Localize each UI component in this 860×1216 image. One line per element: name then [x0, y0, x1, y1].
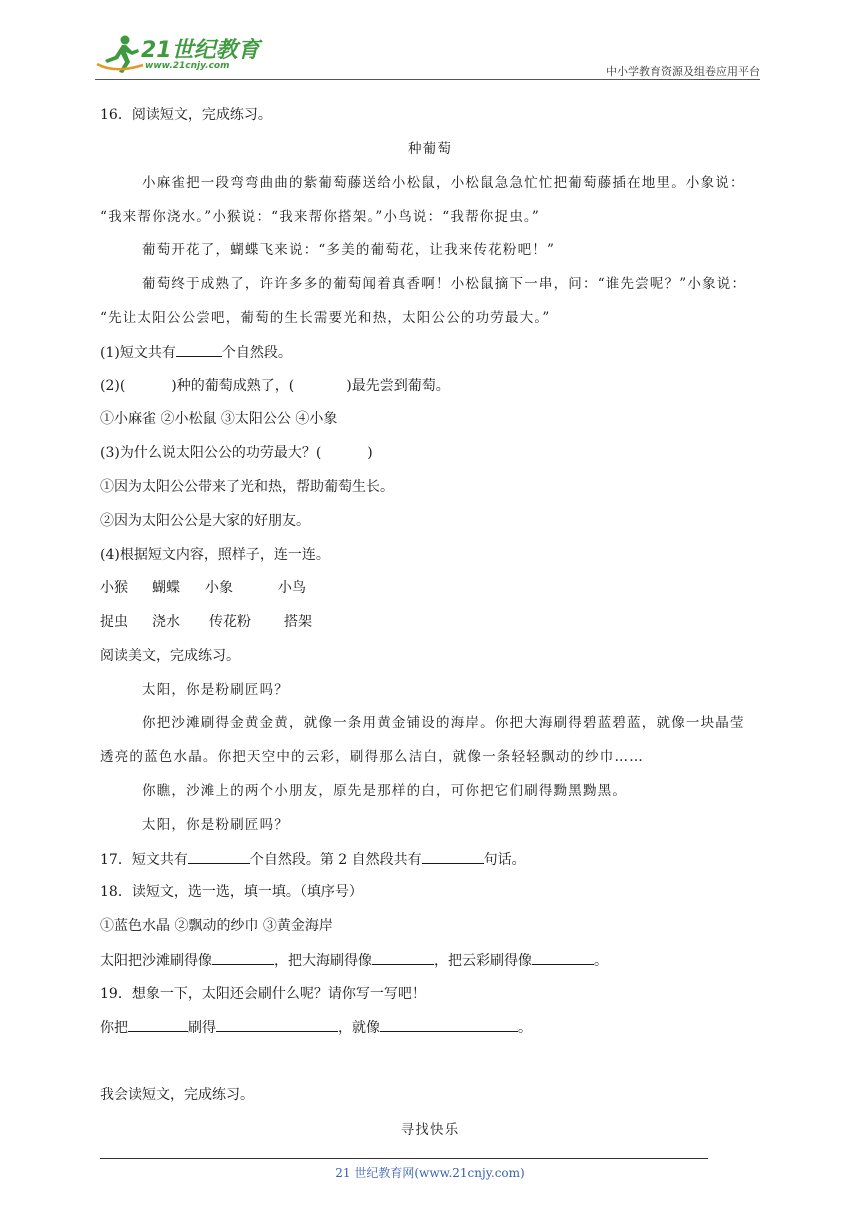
q18-blank-3[interactable]	[532, 950, 594, 965]
logo-text: 21世纪教育	[141, 38, 260, 63]
q16-sub3	[100, 443, 373, 463]
q17-text-b: 个自然段。第 2 自然段共有	[249, 852, 422, 868]
match-top-item[interactable]: 小象	[205, 580, 233, 596]
q16-sub2-text-b: )种的葡萄成熟了，(	[171, 378, 295, 394]
q19-blank-1[interactable]	[128, 1017, 188, 1032]
q16-p3-line1: 葡萄终于成熟了，许许多多的葡萄闻着真香啊！小松鼠摘下一串，问：“谁先尝呢？”小象说：	[142, 276, 747, 292]
q18-options: ①蓝色水晶 ②飘动的纱巾 ③黄金海岸	[100, 918, 333, 934]
match-top-item[interactable]: 小鸟	[278, 580, 306, 596]
q19-text-a: 你把	[100, 1020, 128, 1036]
passage2-p4: 太阳，你是粉刷匠吗？	[142, 817, 289, 833]
q16-sub1-text: (1)短文共有	[100, 345, 176, 361]
q19-text-d: 。	[518, 1020, 532, 1036]
q19-text-b: 刷得	[188, 1020, 216, 1036]
q17-text-c: 句话。	[483, 852, 526, 868]
q18-intro: 18．读短文，选一选，填一填。（填序号）	[100, 884, 363, 900]
passage2-p2-line2: 透亮的蓝色水晶。你把天空中的云彩，刷得那么洁白，就像一条轻轻飘动的纱巾……	[100, 749, 644, 765]
q16-p2: 葡萄开花了，蝴蝶飞来说：“多美的葡萄花，让我来传花粉吧！”	[142, 242, 556, 258]
passage2-p1: 太阳，你是粉刷匠吗？	[142, 682, 289, 698]
q16-sub2-options: ①小麻雀 ②小松鼠 ③太阳公公 ④小象	[100, 411, 338, 427]
q16-sub1-text-end: 个自然段。	[221, 345, 292, 361]
q16-p1-line2: “我来帮你浇水。”小猴说：“我来帮你搭架。”小鸟说：“我帮你捉虫。”	[100, 209, 540, 225]
q16-passage-title: 种葡萄	[407, 141, 453, 157]
q16-sub1	[100, 342, 292, 363]
passage2-intro: 阅读美文，完成练习。	[100, 648, 240, 664]
q19-text-c: ，就像	[338, 1020, 380, 1036]
q18-text-b: ，把大海刷得像	[274, 953, 372, 969]
q16-sub1-blank[interactable]	[176, 342, 222, 357]
runner-logo-icon	[95, 34, 145, 74]
header-divider	[95, 79, 760, 80]
q16-sub2-text-c: )最先尝到葡萄。	[346, 378, 450, 394]
q16-sub4: (4)根据短文内容，照样子，连一连。	[100, 547, 330, 563]
q18-text-c: ，把云彩刷得像	[434, 953, 532, 969]
q17-blank-2[interactable]	[422, 849, 484, 864]
q16-sub2	[100, 376, 450, 396]
q18-blank-2[interactable]	[372, 950, 434, 965]
q17-text-a: 17．短文共有	[100, 852, 188, 868]
passage3-title: 寻找快乐	[400, 1122, 460, 1138]
q18-text-d: 。	[594, 953, 608, 969]
match-top-item[interactable]: 蝴蝶	[152, 580, 180, 596]
platform-name: 中小学教育资源及组卷应用平台	[606, 65, 760, 78]
page-header	[95, 30, 760, 80]
match-bottom-item[interactable]: 捉虫	[100, 614, 128, 630]
page-footer: 21 世纪教育网(www.21cnjy.com)	[335, 1166, 525, 1180]
match-bottom-item[interactable]: 浇水	[152, 614, 180, 630]
q18-text-a: 太阳把沙滩刷得像	[100, 953, 212, 969]
q19-blank-2[interactable]	[216, 1017, 338, 1032]
q19-blank-3[interactable]	[380, 1017, 518, 1032]
footer-divider	[100, 1158, 708, 1159]
passage2-p2-line1: 你把沙滩刷得金黄金黄，就像一条用黄金铺设的海岸。你把大海刷得碧蓝碧蓝，就像一块晶莹	[142, 715, 745, 731]
q16-intro: 16．阅读短文，完成练习。	[100, 107, 272, 123]
site-logo	[95, 30, 265, 76]
match-bottom-item[interactable]: 传花粉	[209, 614, 251, 630]
logo-url: www.21cnjy.com	[145, 61, 230, 71]
match-bottom-item[interactable]: 搭架	[284, 614, 312, 630]
q16-p3-line2: “先让太阳公公尝吧，葡萄的生长需要光和热，太阳公公的功劳最大。”	[100, 310, 551, 326]
q16-sub2-text-a: (2)(	[100, 378, 126, 394]
q18-fill	[100, 950, 608, 971]
match-top-item[interactable]: 小猴	[100, 580, 128, 596]
q16-sub3-text: (3)为什么说太阳公公的功劳最大？(	[100, 445, 322, 461]
q17	[100, 849, 526, 870]
q18-blank-1[interactable]	[212, 950, 274, 965]
q19-fill	[100, 1017, 532, 1038]
q19-intro: 19．想象一下，太阳还会刷什么呢？请你写一写吧！	[100, 986, 426, 1002]
passage2-p3: 你瞧，沙滩上的两个小朋友，原先是那样的白，可你把它们刷得黝黑黝黑。	[142, 783, 628, 799]
q17-blank-1[interactable]	[188, 849, 250, 864]
q16-sub3-text-end: )	[367, 445, 373, 461]
q16-p1-line1: 小麻雀把一段弯弯曲曲的紫葡萄藤送给小松鼠，小松鼠急急忙忙把葡萄藤插在地里。小象说：	[142, 175, 745, 191]
q16-sub3-option2: ②因为太阳公公是大家的好朋友。	[100, 513, 310, 529]
q16-sub3-option1: ①因为太阳公公带来了光和热，帮助葡萄生长。	[100, 479, 394, 495]
passage3-intro: 我会读短文，完成练习。	[100, 1087, 254, 1103]
